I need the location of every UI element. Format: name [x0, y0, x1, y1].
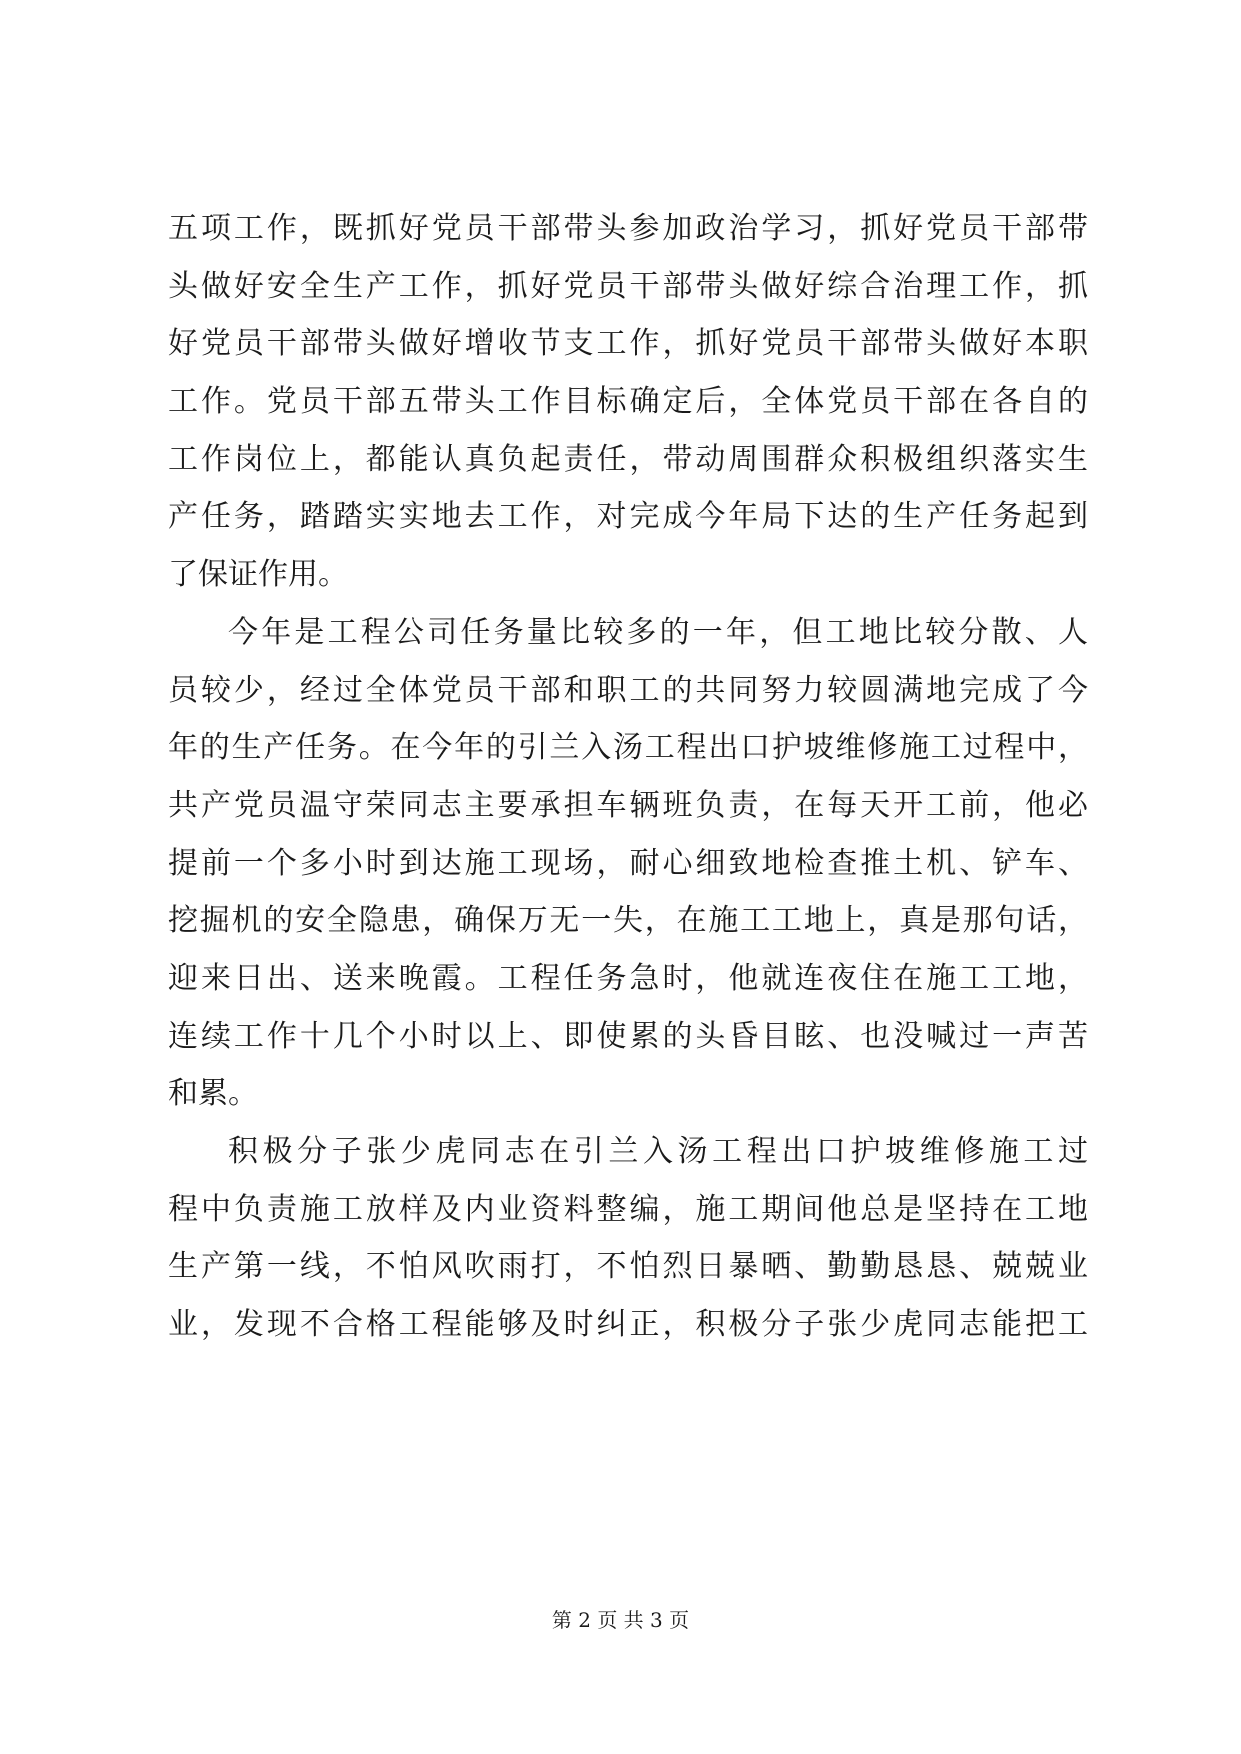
document-body: [168, 200, 1088, 1354]
paragraph-line: 迎来日出、送来晚霞。工程任务急时，他就连夜住在施工工地，: [168, 960, 1088, 996]
paragraph-line: 和累。: [168, 1076, 258, 1112]
paragraph-line: 积极分子张少虎同志在引兰入汤工程出口护坡维修施工过: [228, 1134, 1088, 1169]
paragraph-line: 程中负责施工放样及内业资料整编，施工期间他总是坚持在工地: [168, 1191, 1088, 1227]
paragraph-line: 五项工作，既抓好党员干部带头参加政治学习，抓好党员干部带: [168, 211, 1088, 246]
paragraph-line: 挖掘机的安全隐患，确保万无一失，在施工工地上，真是那句话，: [168, 903, 1088, 939]
paragraph-line: 工作。党员干部五带头工作目标确定后，全体党员干部在各自的: [168, 384, 1088, 420]
paragraph-line: 员较少，经过全体党员干部和职工的共同努力较圆满地完成了今: [168, 672, 1088, 708]
paragraph-line: 头做好安全生产工作，抓好党员干部带头做好综合治理工作，抓: [168, 268, 1088, 304]
paragraph-line: 共产党员温守荣同志主要承担车辆班负责，在每天开工前，他必: [168, 787, 1088, 823]
paragraph-line: 年的生产任务。在今年的引兰入汤工程出口护坡维修施工过程中，: [168, 730, 1088, 766]
paragraph-line: 产任务，踏踏实实地去工作，对完成今年局下达的生产任务起到: [168, 499, 1088, 535]
paragraph-line: 工作岗位上，都能认真负起责任，带动周围群众积极组织落实生: [168, 441, 1088, 477]
paragraph-line: 了保证作用。: [168, 557, 348, 593]
paragraph-line: 连续工作十几个小时以上、即使累的头昏目眩、也没喊过一声苦: [168, 1018, 1088, 1054]
paragraph-line: 今年是工程公司任务量比较多的一年，但工地比较分散、人: [228, 614, 1088, 650]
paragraph-line: 提前一个多小时到达施工现场，耐心细致地检查推土机、铲车、: [168, 845, 1088, 881]
paragraph-line: 好党员干部带头做好增收节支工作，抓好党员干部带头做好本职: [168, 326, 1088, 362]
paragraph-line: 生产第一线，不怕风吹雨打，不怕烈日暴晒、勤勤恳恳、兢兢业: [168, 1249, 1088, 1285]
page-footer: 第 2 页 共 3 页: [551, 1608, 690, 1632]
paragraph-line: 业，发现不合格工程能够及时纠正，积极分子张少虎同志能把工: [168, 1307, 1088, 1343]
